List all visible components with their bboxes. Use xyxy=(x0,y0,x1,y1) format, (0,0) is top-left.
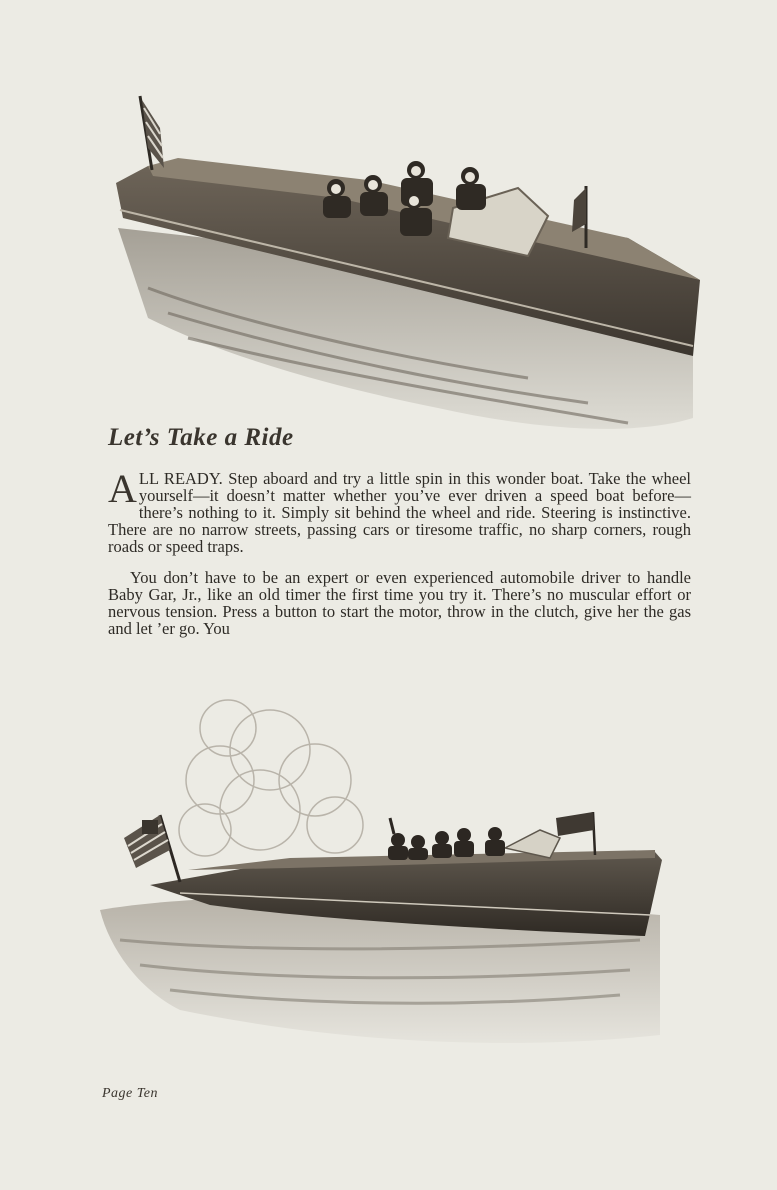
page-number: Page Ten xyxy=(102,1086,158,1101)
paragraph-1 xyxy=(108,466,691,556)
body-text xyxy=(108,466,691,651)
boat-photo-top xyxy=(108,88,708,458)
section-heading: Let’s Take a Ride xyxy=(108,424,294,451)
drop-cap: A xyxy=(108,466,137,511)
paragraph-1-text: LL READY. Step aboard and try a little spin in this wonder boat. Take the wheel yourself—it doesn’t matter whether you’ve ever driven a speed boat before—there’s nothing to it. Simply sit behind the wheel and ride. Steering is instinctive. There are no narrow streets, passing cars or tiresome traffic, no sharp corners, rough roads or speed traps. xyxy=(108,469,691,556)
paragraph-2: You don’t have to be an expert or even experienced automobile driver to handle Baby Gar, Jr., like an old timer the first time you try it. There’s no muscular effort or nervous tension. Press a button to start the motor, throw in the clutch, give her the gas and let ’er go. You xyxy=(108,568,691,638)
boat-photo-bottom xyxy=(100,690,680,1070)
